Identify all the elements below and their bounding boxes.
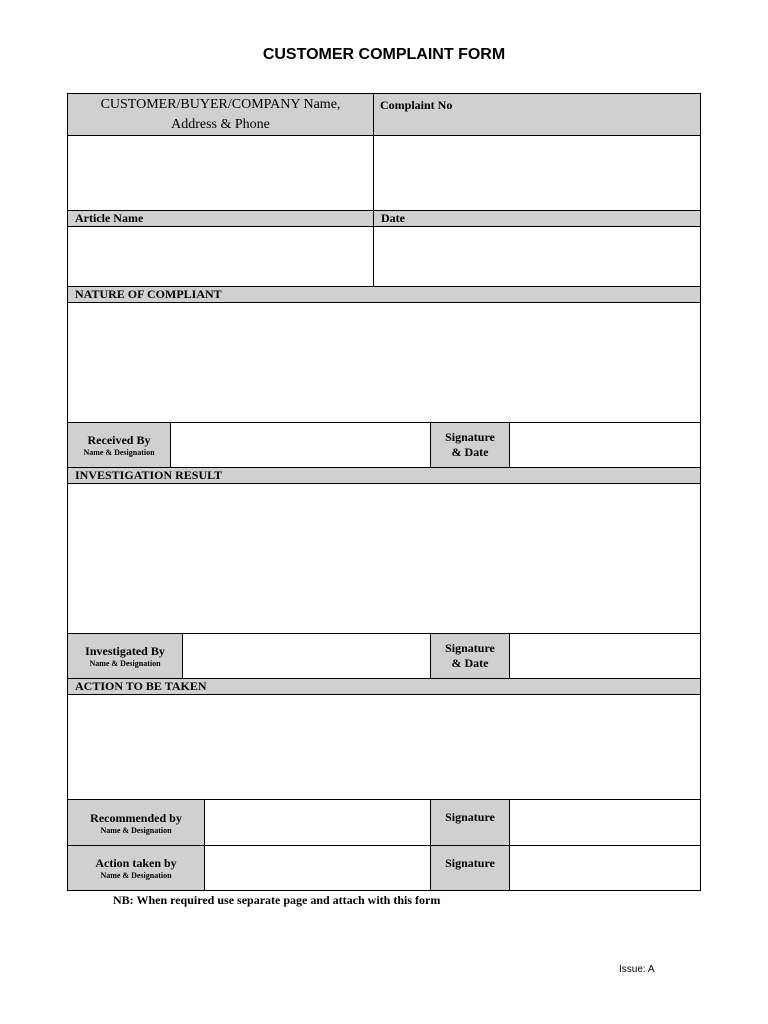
- action-taken-by-label-cell: [68, 845, 204, 890]
- customer-label-cell: [68, 94, 373, 135]
- form-title: CUSTOMER COMPLAINT FORM: [262, 46, 506, 63]
- received-by-sublabel: Name & Designation: [83, 448, 155, 457]
- investigated-signature-field[interactable]: [509, 633, 700, 678]
- recommended-by-field[interactable]: [204, 799, 430, 845]
- complaint-form-table: [67, 93, 701, 891]
- action-taken-by-field[interactable]: [204, 845, 430, 890]
- received-by-label: Received By: [87, 433, 151, 447]
- investigated-date-label: & Date: [451, 656, 489, 670]
- investigated-by-sublabel: Name & Designation: [89, 659, 161, 668]
- investigated-by-label-cell: [68, 633, 182, 678]
- article-name-field[interactable]: [68, 226, 373, 286]
- nature-of-complaint-label: NATURE OF COMPLIANT: [68, 286, 700, 302]
- nature-of-complaint-field[interactable]: [68, 302, 700, 422]
- action-signature-label-cell: [430, 845, 509, 890]
- investigation-result-label: INVESTIGATION RESULT: [68, 467, 700, 483]
- action-to-be-taken-field[interactable]: [68, 694, 700, 799]
- action-taken-by-label: Action taken by: [95, 856, 177, 870]
- action-signature-label: Signature: [445, 856, 495, 870]
- investigation-result-field[interactable]: [68, 483, 700, 633]
- footer-note: NB: When required use separate page and attach with this form: [113, 893, 441, 907]
- complaint-no-label-cell: [373, 94, 700, 135]
- issue-label: Issue: A: [619, 964, 655, 975]
- investigated-signature-label-cell: [430, 633, 509, 678]
- complaint-no-field[interactable]: [373, 135, 700, 210]
- received-signature-label: Signature: [445, 430, 495, 444]
- received-by-field[interactable]: [170, 422, 430, 467]
- received-date-label: & Date: [451, 445, 489, 459]
- investigated-by-label: Investigated By: [85, 644, 165, 658]
- date-label: Date: [373, 210, 700, 226]
- action-taken-by-sublabel: Name & Designation: [100, 871, 172, 880]
- complaint-no-label: Complaint No: [380, 98, 453, 112]
- recommended-by-label: Recommended by: [90, 810, 182, 825]
- action-signature-field[interactable]: [509, 845, 700, 890]
- received-signature-field[interactable]: [509, 422, 700, 467]
- investigated-by-field[interactable]: [182, 633, 430, 678]
- customer-label-line1: CUSTOMER/BUYER/COMPANY Name,: [100, 97, 341, 112]
- article-name-label: Article Name: [68, 210, 373, 226]
- action-to-be-taken-label: ACTION TO BE TAKEN: [68, 678, 700, 694]
- received-signature-label-cell: [430, 422, 509, 467]
- customer-details-field[interactable]: [68, 135, 373, 210]
- date-field[interactable]: [373, 226, 700, 286]
- customer-label-line2: Address & Phone: [171, 117, 270, 132]
- received-by-label-cell: [68, 422, 170, 467]
- recommended-signature-field[interactable]: [509, 799, 700, 845]
- recommended-signature-label-cell: [430, 799, 509, 845]
- recommended-by-label-cell: [68, 799, 204, 845]
- investigated-signature-label: Signature: [445, 641, 495, 655]
- recommended-signature-label: Signature: [445, 810, 495, 824]
- recommended-by-sublabel: Name & Designation: [100, 825, 172, 835]
